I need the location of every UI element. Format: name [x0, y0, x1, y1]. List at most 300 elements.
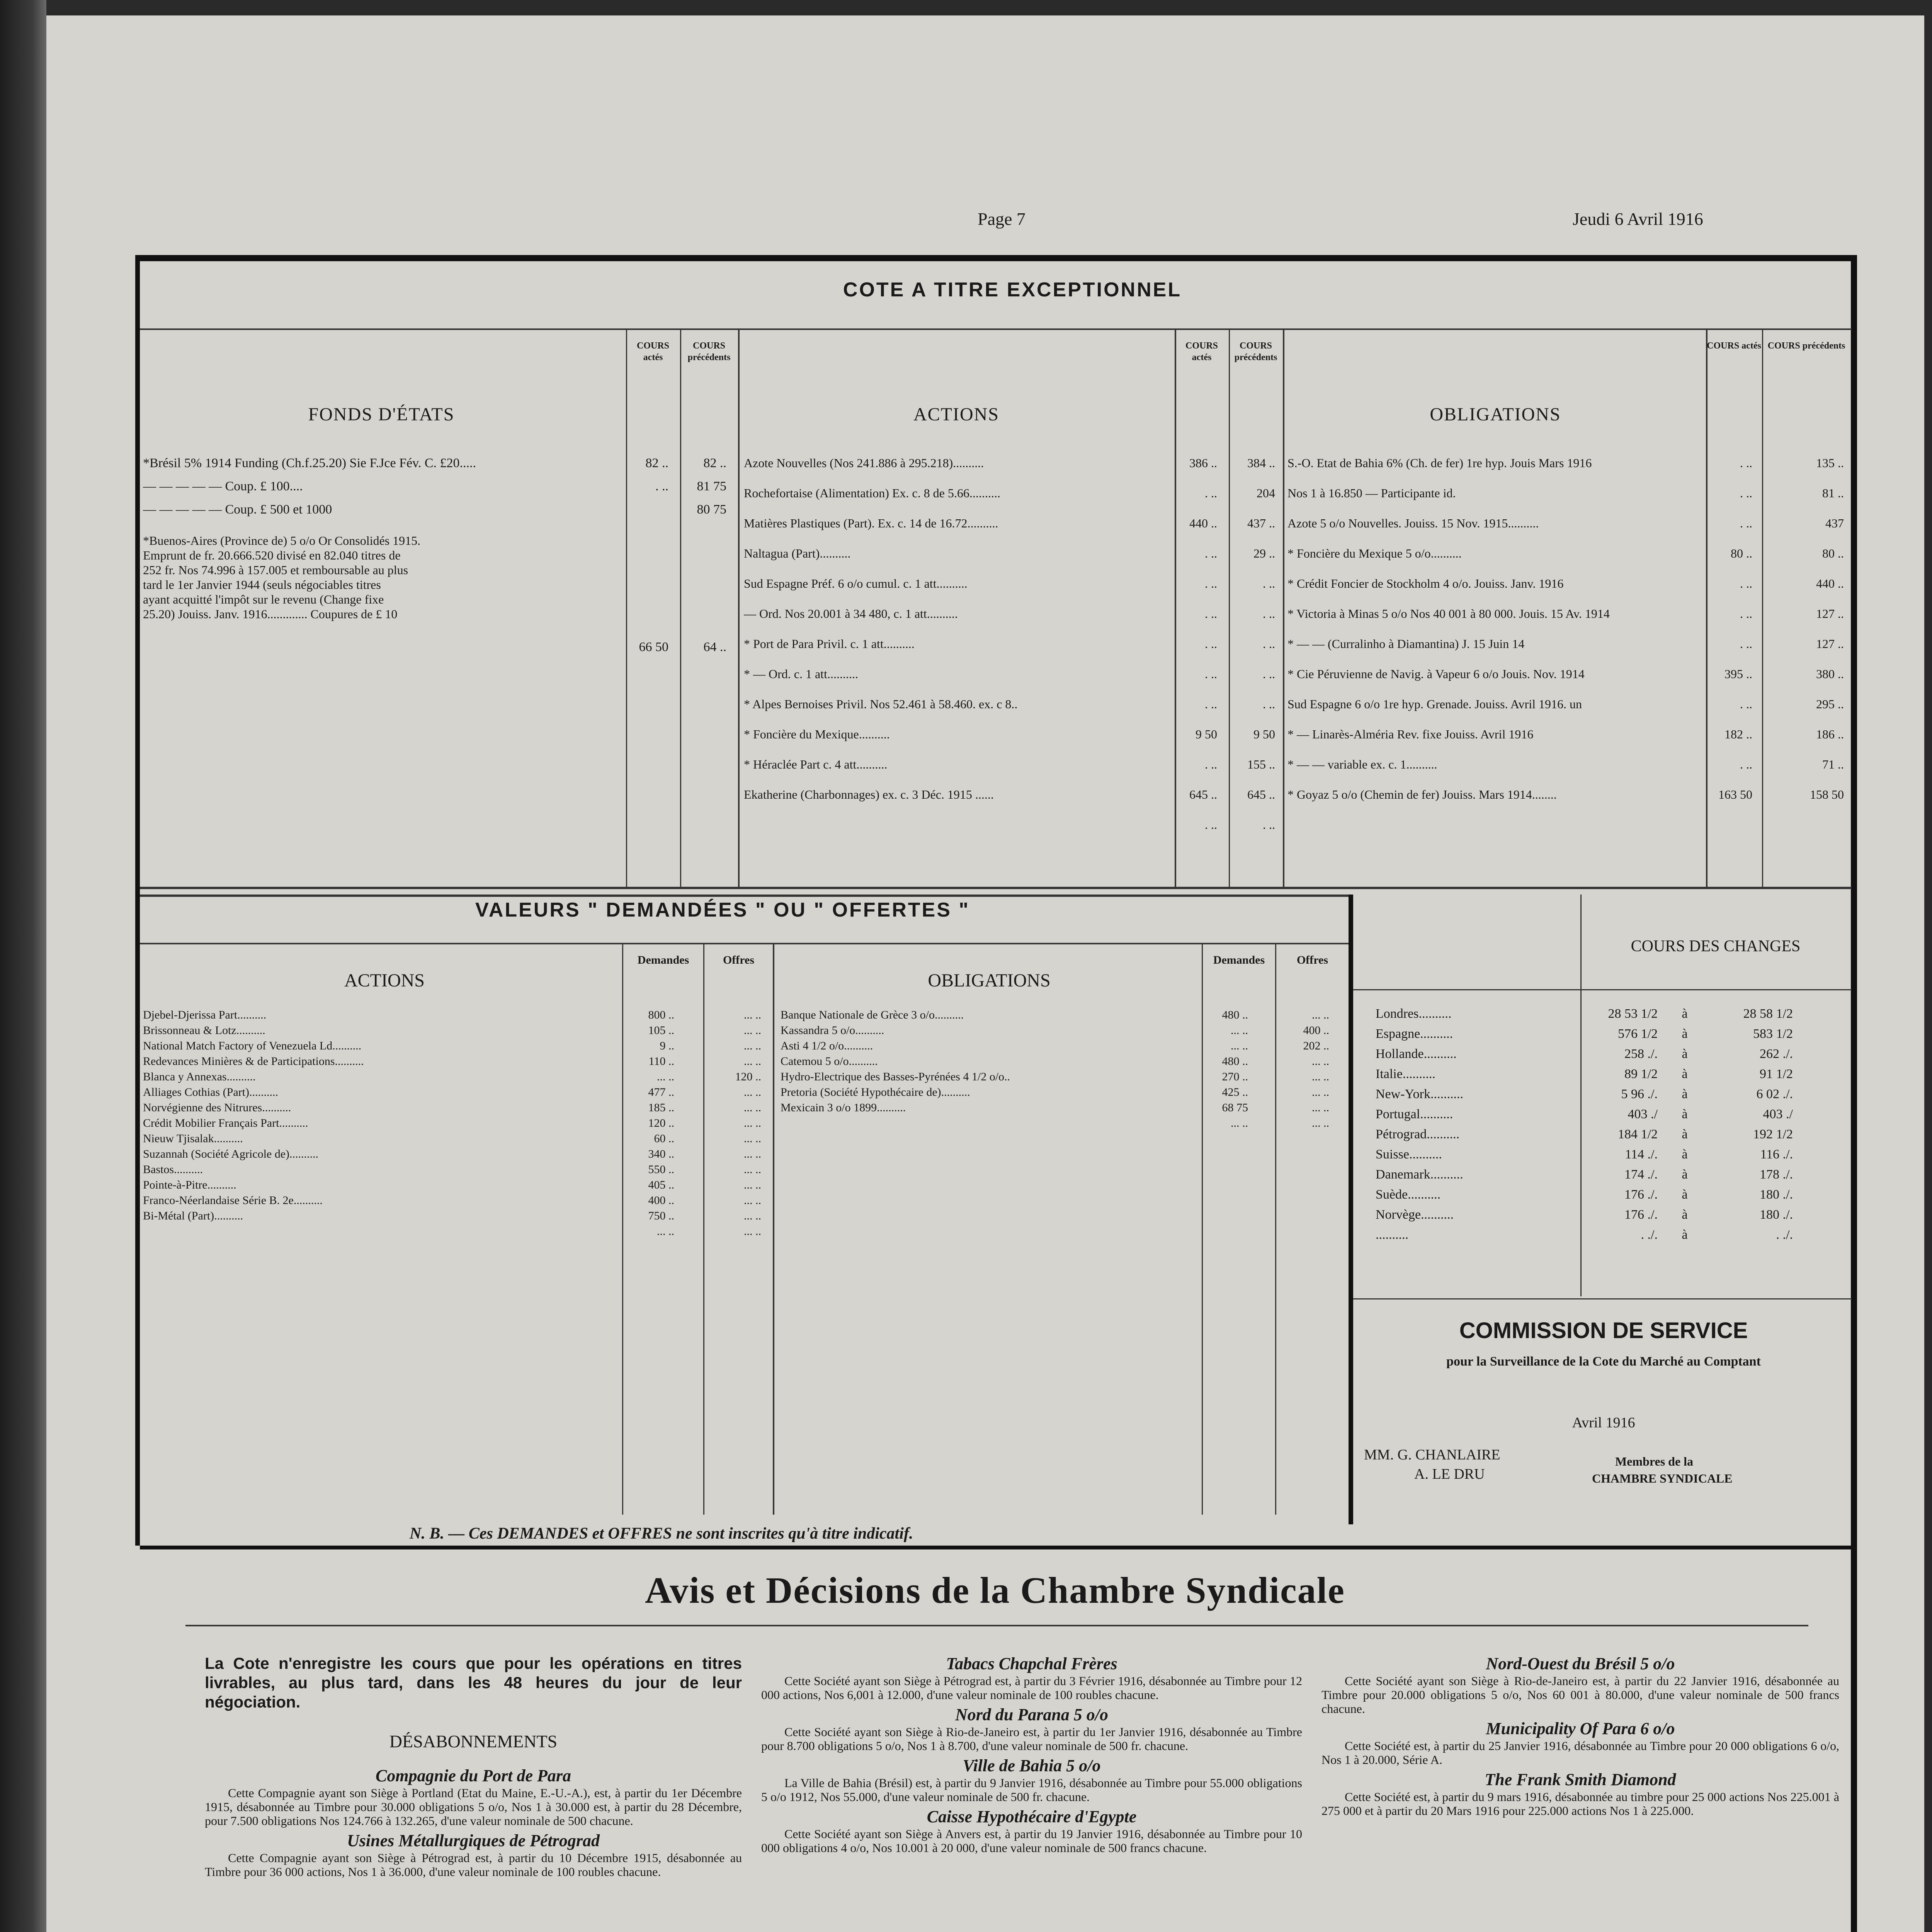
row-name: * Foncière du Mexique.......... [744, 727, 890, 741]
table-row [143, 1117, 877, 1132]
row-name: Crédit Mobilier Français Part.......... [143, 1117, 308, 1129]
row-prec: . .. [1263, 818, 1275, 832]
row-actes: . .. [1740, 757, 1752, 771]
commission-subtitle: pour la Surveillance de la Cote du Marché au Comptant [1446, 1354, 1761, 1369]
divider [1353, 989, 1852, 990]
table-row [744, 516, 1281, 533]
table-row: *Brésil 5% 1914 Funding (Ch.f.25.20) Sie F.Jce Fév. C. £20..... 82 .. 82 .. [143, 456, 726, 470]
exchange-row [1376, 1067, 1839, 1086]
table-row [143, 1101, 877, 1117]
row-offres: ... .. [744, 1039, 761, 1052]
table-row [143, 1086, 877, 1101]
row-prec: 29 .. [1253, 546, 1275, 560]
row-offres: 202 .. [1303, 1039, 1329, 1052]
exchange-row [1376, 1027, 1839, 1046]
table-row [744, 757, 1281, 774]
exchange-sep: à [1682, 1228, 1688, 1242]
exchange-row [1376, 1167, 1839, 1187]
actions-heading: ACTIONS [913, 404, 999, 425]
row-prec: 437 .. [1247, 516, 1275, 530]
divider [1349, 895, 1353, 1524]
table-row [744, 818, 1281, 835]
exchange-place: Suisse.......... [1376, 1147, 1442, 1162]
exchange-place: Londres.......... [1376, 1007, 1452, 1021]
exchange-sep: à [1682, 1007, 1688, 1021]
row-name: * — Ord. c. 1 att.......... [744, 667, 858, 681]
row-demandes: ... .. [1231, 1117, 1248, 1129]
row-name: * — — variable ex. c. 1.......... [1287, 757, 1437, 771]
table-row [143, 1179, 877, 1194]
table-row [1287, 697, 1850, 714]
row-name: Naltagua (Part).......... [744, 546, 851, 560]
notice-heading: Ville de Bahia 5 o/o [963, 1756, 1101, 1775]
exchange-to: 403 ./ [1763, 1107, 1793, 1121]
desabonnements-heading: DÉSABONNEMENTS [389, 1731, 558, 1751]
exchange-to: 178 ./. [1760, 1167, 1793, 1182]
exchange-place: Portugal.......... [1376, 1107, 1453, 1121]
valeurs-obligations-heading: OBLIGATIONS [928, 970, 1051, 991]
buenos-aires-actes: 66 50 [639, 640, 668, 654]
row-name: Rochefortaise (Alimentation) Ex. c. 8 de 5.66.......... [744, 486, 1000, 500]
fonds-etats-heading: FONDS D'ÉTATS [308, 404, 455, 425]
table-row [781, 1117, 1349, 1132]
avis-intro: La Cote n'enregistre les cours que pour les opérations en titres livrables, au plus tard, dans les 48 heures du jour de leur négociation. [205, 1654, 742, 1711]
row-demandes: 120 .. [648, 1117, 674, 1129]
row-offres: ... .. [1312, 1070, 1329, 1083]
row-name: Franco-Néerlandaise Série B. 2e.......... [143, 1194, 323, 1207]
row-offres: ... .. [1312, 1086, 1329, 1099]
exchange-row [1376, 1208, 1839, 1227]
exchange-from: 176 ./. [1624, 1208, 1658, 1222]
table-row [781, 1086, 1349, 1101]
row-name: * Crédit Foncier de Stockholm 4 o/o. Jouiss. Janv. 1916 [1287, 577, 1564, 590]
divider [738, 328, 740, 889]
row-offres: ... .. [1312, 1055, 1329, 1068]
divider [1353, 1298, 1852, 1299]
exchange-place: Danemark.......... [1376, 1167, 1463, 1182]
exchange-sep: à [1682, 1047, 1688, 1061]
row-prec: 80 .. [1822, 546, 1844, 560]
buenos-aires-entry: *Buenos-Aires (Province de) 5 o/o Or Consolidés 1915. Emprunt de fr. 20.666.520 divisé en 82.040 titres de 252 fr. Nos 74.996 à 157.005 et remboursable au plus tard le 1er Janvier 1944 (seuls négociables titres ayant acquitté l'impôt sur le revenu (Change fixe 25.20) Jouiss. Janv. 1916............. Coupures de £ 10 [143, 534, 421, 621]
exchange-from: 576 1/2 [1618, 1027, 1658, 1041]
row-name: Matières Plastiques (Part). Ex. c. 14 de 16.72.......... [744, 516, 998, 530]
avis-left-column [205, 1766, 742, 1879]
exchange-from: 5 96 ./. [1621, 1087, 1658, 1101]
table-row [143, 1055, 877, 1070]
row-name: Ekatherine (Charbonnages) ex. c. 3 Déc. 1915 ...... [744, 787, 994, 801]
row-actes: . .. [1205, 818, 1217, 832]
member-2: A. LE DRU [1414, 1466, 1485, 1482]
row-actes: 645 .. [1189, 787, 1217, 801]
table-row [744, 546, 1281, 563]
exchange-to: 28 58 1/2 [1743, 1007, 1793, 1021]
exchange-to: 91 1/2 [1760, 1067, 1793, 1081]
newspaper-page [46, 15, 1924, 1932]
exchange-sep: à [1682, 1147, 1688, 1162]
left-frame-rule [135, 255, 140, 1546]
fonds-etats-list [143, 456, 738, 881]
exchange-to: 262 ./. [1760, 1047, 1793, 1061]
top-frame-rule [135, 255, 1855, 261]
row-demandes: 800 .. [648, 1009, 674, 1021]
cours-actes-header-2: COURS actés [1185, 341, 1218, 362]
notice-text: Cette Société ayant son Siège à Rio-de-Janeiro est, à partir du 22 Janvier 1916, désabonnée au Timbre pour 20.000 obligations 5 o/o, Nos 60 001 à 80.000, d'une valeur nominale de 500 francs chacune. [1321, 1674, 1839, 1716]
row-actes: . .. [1740, 456, 1752, 470]
exchange-place: Hollande.......... [1376, 1047, 1457, 1061]
row-actes: 163 50 [1718, 787, 1752, 801]
row-demandes: 405 .. [648, 1179, 674, 1191]
notice-text: Cette Société est, à partir du 25 Janvier 1916, désabonnée au Timbre pour 20 000 obligations 6 o/o, Nos 1 à 20.000, Série A. [1321, 1739, 1839, 1767]
row-demandes: 750 .. [648, 1209, 674, 1222]
row-offres: ... .. [1312, 1009, 1329, 1021]
notice-heading: Municipality Of Para 6 o/o [1486, 1719, 1675, 1738]
table-row [744, 667, 1281, 684]
row-name: * Port de Para Privil. c. 1 att.......... [744, 637, 915, 651]
table-row [744, 697, 1281, 714]
row-prec: 71 .. [1822, 757, 1844, 771]
row-actes: . .. [1205, 486, 1217, 500]
row-name: Bastos.......... [143, 1163, 203, 1176]
commission-title: COMMISSION DE SERVICE [1459, 1318, 1748, 1343]
row-name: Hydro-Electrique des Basses-Pyrénées 4 1/2 o/o.. [781, 1070, 1010, 1083]
row-offres: 400 .. [1303, 1024, 1329, 1037]
section-rule [140, 943, 1349, 944]
exchange-from: 258 ./. [1624, 1047, 1658, 1061]
row-actes: . .. [1205, 546, 1217, 560]
row-name: * Alpes Bernoises Privil. Nos 52.461 à 58.460. ex. c 8.. [744, 697, 1018, 711]
row-demandes: 9 .. [660, 1039, 674, 1052]
row-name: * Héraclée Part c. 4 att.......... [744, 757, 888, 771]
exchange-from: 184 1/2 [1618, 1127, 1658, 1141]
chambre-syndicale-label: Membres de la CHAMBRE SYNDICALE [1592, 1454, 1733, 1485]
avis-right-column [1321, 1654, 1839, 1818]
cours-precedents-header-1: COURS précédents [687, 341, 731, 362]
row-actes: . .. [1740, 637, 1752, 651]
table-row [143, 1225, 877, 1240]
row-demandes: 105 .. [648, 1024, 674, 1037]
exchange-place: Italie.......... [1376, 1067, 1435, 1081]
exchange-row [1376, 1228, 1839, 1247]
commission-members [1364, 1445, 1500, 1484]
row-name: Norvégienne des Nitrures.......... [143, 1101, 291, 1114]
table-row [1287, 577, 1850, 594]
table-row [1287, 456, 1850, 473]
table-row: — — — — — Coup. £ 500 et 1000 80 75 [143, 502, 726, 517]
row-actes: . .. [1205, 757, 1217, 771]
row-actes: 440 .. [1189, 516, 1217, 530]
table-row [143, 1039, 877, 1055]
row-demandes: ... .. [1231, 1039, 1248, 1052]
row-name: * Foncière du Mexique 5 o/o.......... [1287, 546, 1462, 560]
row-name: * Victoria à Minas 5 o/o Nos 40 001 à 80 000. Jouis. 15 Av. 1914 [1287, 607, 1610, 621]
row-name: Nieuw Tjisalak.......... [143, 1132, 243, 1145]
row-offres: ... .. [744, 1225, 761, 1238]
row-name: * Cie Péruvienne de Navig. à Vapeur 6 o/o Jouis. Nov. 1914 [1287, 667, 1585, 681]
table-row [744, 456, 1281, 473]
row-name: Redevances Minières & de Participations.......... [143, 1055, 364, 1068]
exchange-from: 89 1/2 [1624, 1067, 1658, 1081]
row-actes: . .. [1205, 697, 1217, 711]
cours-changes-heading: COURS DES CHANGES [1631, 937, 1801, 955]
row-prec: 158 50 [1810, 787, 1844, 801]
row-offres: ... .. [744, 1194, 761, 1207]
row-actes: . .. [1205, 577, 1217, 590]
row-name: Azote Nouvelles (Nos 241.886 à 295.218).......... [744, 456, 984, 470]
exchange-sep: à [1682, 1187, 1688, 1202]
row-prec: 9 50 [1253, 727, 1275, 741]
table-row [781, 1055, 1349, 1070]
notice-text: Cette Société est, à partir du 9 mars 1916, désabonnée au timbre pour 25 000 actions Nos 225.001 à 275 000 et à partir du 20 Mars 1916 pour 225.000 actions Nos 1 à 225.000. [1321, 1790, 1839, 1818]
notice-text: Cette Société ayant son Siège à Pétrograd est, à partir du 3 Février 1916, désabonnée au Timbre pour 12 000 actions, Nos 6,001 à 12.000, d'une valeur nominale de 100 roubles chacune. [761, 1674, 1302, 1702]
exchange-row [1376, 1147, 1839, 1167]
row-prec: 204 [1257, 486, 1275, 500]
table-row [744, 577, 1281, 594]
row-name: * — Linarès-Alméria Rev. fixe Jouiss. Avril 1916 [1287, 727, 1534, 741]
exchange-to: 583 1/2 [1753, 1027, 1793, 1041]
exchange-place: New-York.......... [1376, 1087, 1463, 1101]
table-row [781, 1024, 1349, 1039]
row-actes: 182 .. [1725, 727, 1752, 741]
row-name: Sud Espagne Préf. 6 o/o cumul. c. 1 att.......... [744, 577, 968, 590]
section-rule [140, 328, 1852, 330]
exchange-to: 180 ./. [1760, 1187, 1793, 1202]
row-prec: 384 .. [1247, 456, 1275, 470]
row-name: Blanca y Annexas.......... [143, 1070, 256, 1083]
table-row [1287, 787, 1850, 804]
row-name: Suzannah (Société Agricole de).......... [143, 1148, 319, 1160]
row-offres: ... .. [744, 1024, 761, 1037]
row-prec: 155 .. [1247, 757, 1275, 771]
table-row [143, 1070, 877, 1086]
exchange-sep: à [1682, 1107, 1688, 1121]
row-demandes: ... .. [657, 1225, 674, 1238]
row-actes: 386 .. [1189, 456, 1217, 470]
page-number: Page 7 [978, 209, 1026, 229]
demandees-header-2: Demandes [1213, 954, 1265, 966]
table-row [143, 1024, 877, 1039]
row-name: Kassandra 5 o/o.......... [781, 1024, 884, 1037]
offres-header-2: Offres [1296, 954, 1328, 966]
table-row [781, 1070, 1349, 1086]
divider [1283, 328, 1284, 889]
row-prec: 440 .. [1816, 577, 1844, 590]
table-row [143, 1132, 877, 1148]
row-actes: 395 .. [1725, 667, 1752, 681]
notice-text: La Ville de Bahia (Brésil) est, à partir du 9 Janvier 1916, désabonnée au Timbre pour 55.000 obligations 5 o/o 1912, Nos 55.000, d'une valeur nominale de 500 fr. chacune. [761, 1776, 1302, 1804]
table-row [744, 607, 1281, 624]
table-row [1287, 607, 1850, 624]
row-actes: . .. [1205, 607, 1217, 621]
exchange-place: Norvège.......... [1376, 1208, 1454, 1222]
row-offres: ... .. [1312, 1101, 1329, 1114]
row-name: S.-O. Etat de Bahia 6% (Ch. de fer) 1re hyp. Jouis Mars 1916 [1287, 456, 1592, 470]
row-demandes: 68 75 [1222, 1101, 1248, 1114]
notice-heading: Tabacs Chapchal Frères [946, 1654, 1117, 1673]
row-actes: . .. [1740, 607, 1752, 621]
table-row [143, 1194, 877, 1209]
row-prec: . .. [1263, 607, 1275, 621]
table-row [1287, 667, 1850, 684]
exchange-place: .......... [1376, 1228, 1408, 1242]
row-demandes: 550 .. [648, 1163, 674, 1176]
exchange-from: 28 53 1/2 [1608, 1007, 1658, 1021]
table-row [744, 486, 1281, 503]
row-demandes: 60 .. [654, 1132, 674, 1145]
table-row: — — — — — Coup. £ 100.... . .. 81 75 [143, 479, 726, 493]
row-name: Banque Nationale de Grèce 3 o/o.......... [781, 1009, 964, 1021]
row-name: Nos 1 à 16.850 — Participante id. [1287, 486, 1456, 500]
exchange-row [1376, 1087, 1839, 1106]
row-name: * — — (Curralinho à Diamantina) J. 15 Juin 14 [1287, 637, 1525, 651]
row-demandes: 110 .. [648, 1055, 674, 1068]
exchange-to: 6 02 ./. [1756, 1087, 1793, 1101]
exchange-sep: à [1682, 1167, 1688, 1182]
table-row [1287, 757, 1850, 774]
row-demandes: 480 .. [1222, 1055, 1248, 1068]
exchange-row [1376, 1007, 1839, 1026]
right-frame-rule [1851, 255, 1857, 1932]
notice-text: Cette Compagnie ayant son Siège à Portland (Etat du Maine, E.-U.-A.), est, à partir du 1er Décembre 1915, désabonnée au Timbre pour 30.000 obligations 5 o/o, Nos 1 à 30.000 est, à partir du 28 Décembre, pour 7.500 obligations Nos 124.766 à 132.265, d'une valeur nominale de 500 chacune. [205, 1786, 742, 1828]
exchange-sep: à [1682, 1087, 1688, 1101]
row-name: Pretoria (Société Hypothécaire de).......... [781, 1086, 970, 1099]
table-row [1287, 486, 1850, 503]
row-name: * Goyaz 5 o/o (Chemin de fer) Jouiss. Mars 1914........ [1287, 787, 1557, 801]
row-prec: 186 .. [1816, 727, 1844, 741]
offres-header-1: Offres [723, 954, 755, 966]
notice-heading: Nord-Ouest du Brésil 5 o/o [1486, 1654, 1675, 1673]
row-name: Catemou 5 o/o.......... [781, 1055, 878, 1068]
table-row [143, 1209, 877, 1225]
row-demandes: ... .. [1231, 1024, 1248, 1037]
row-name: Alliages Cothias (Part).......... [143, 1086, 278, 1099]
exchange-to: 180 ./. [1760, 1208, 1793, 1222]
exchange-place: Pétrograd.......... [1376, 1127, 1460, 1141]
row-demandes: 340 .. [648, 1148, 674, 1160]
table-row [781, 1009, 1349, 1024]
row-offres: ... .. [744, 1117, 761, 1129]
row-prec: 437 [1825, 516, 1844, 530]
table-row [1287, 516, 1850, 533]
row-offres: ... .. [744, 1132, 761, 1145]
exchange-from: 114 ./. [1625, 1147, 1658, 1162]
cours-actes-header-1: COURS actés [636, 341, 669, 362]
exchange-sep: à [1682, 1067, 1688, 1081]
row-actes: . .. [1740, 577, 1752, 590]
notice-text: Cette Société ayant son Siège à Anvers est, à partir du 19 Janvier 1916, désabonnée au Timbre pour 10 000 obligations 4 o/o, Nos 10.001 à 20 000, d'une valeur nominale de 500 francs chacune. [761, 1827, 1302, 1855]
row-offres: ... .. [744, 1009, 761, 1021]
row-name: Brissonneau & Lotz.......... [143, 1024, 265, 1037]
notice-heading: Nord du Parana 5 o/o [955, 1705, 1109, 1724]
row-name: National Match Factory of Venezuela Ld.......... [143, 1039, 362, 1052]
row-prec: . .. [1263, 637, 1275, 651]
buenos-aires-prec: 64 .. [703, 640, 726, 654]
exchange-row [1376, 1107, 1839, 1126]
row-offres: ... .. [744, 1148, 761, 1160]
row-prec: . .. [1263, 577, 1275, 590]
notice-heading: Usines Métallurgiques de Pétrograd [347, 1831, 600, 1850]
row-name: Azote 5 o/o Nouvelles. Jouiss. 15 Nov. 1915.......... [1287, 516, 1539, 530]
row-name: Sud Espagne 6 o/o 1re hyp. Grenade. Jouiss. Avril 1916. un [1287, 697, 1582, 711]
notice-text: Cette Société ayant son Siège à Rio-de-Janeiro est, à partir du 1er Janvier 1916, désabonnée au Timbre pour 8.700 obligations 5 o/o, Nos 1 à 8.700, d'une valeur nominale de 500 fr. chacune. [761, 1725, 1302, 1753]
cours-precedents-header-3: COURS précédents [1767, 341, 1845, 351]
member-1: MM. G. CHANLAIRE [1364, 1447, 1500, 1463]
table-row [781, 1039, 1349, 1055]
table-row [744, 637, 1281, 654]
row-demandes: 270 .. [1222, 1070, 1248, 1083]
row-name: Djebel-Djerissa Part.......... [143, 1009, 267, 1021]
row-prec: 295 .. [1816, 697, 1844, 711]
row-prec: . .. [1263, 697, 1275, 711]
page-binding [0, 0, 46, 1932]
row-name: Bi-Métal (Part).......... [143, 1209, 243, 1222]
row-prec: 135 .. [1816, 456, 1844, 470]
notice-heading: Caisse Hypothécaire d'Egypte [927, 1807, 1137, 1826]
row-actes: . .. [1740, 516, 1752, 530]
demandees-header-1: Demandes [637, 954, 689, 966]
row-offres: ... .. [744, 1055, 761, 1068]
exchange-from: 176 ./. [1624, 1187, 1658, 1202]
section-rule [185, 1625, 1808, 1626]
row-offres: ... .. [744, 1101, 761, 1114]
table-row [143, 1163, 877, 1179]
row-offres: ... .. [744, 1209, 761, 1222]
row-demandes: ... .. [657, 1070, 674, 1083]
table-row [744, 727, 1281, 744]
row-prec: . .. [1263, 667, 1275, 681]
section-bottom-rule [140, 1546, 1855, 1549]
row-name: Mexicain 3 o/o 1899.......... [781, 1101, 906, 1114]
row-prec: 380 .. [1816, 667, 1844, 681]
exchange-place: Suède.......... [1376, 1187, 1441, 1202]
commission-date: Avril 1916 [1572, 1415, 1635, 1431]
cours-precedents-header-2: COURS précédents [1234, 341, 1277, 362]
row-actes: . .. [1205, 637, 1217, 651]
row-actes: . .. [1740, 697, 1752, 711]
obligations-list [1287, 456, 1850, 881]
exchange-to: . ./. [1776, 1228, 1793, 1242]
table-row [1287, 727, 1850, 744]
table-row [1287, 637, 1850, 654]
exchange-row [1376, 1047, 1839, 1066]
notice-heading: The Frank Smith Diamond [1485, 1770, 1676, 1789]
row-offres: ... .. [744, 1086, 761, 1099]
row-actes: . .. [1740, 486, 1752, 500]
section-rule [140, 895, 1349, 897]
exchange-sep: à [1682, 1027, 1688, 1041]
row-offres: 120 .. [735, 1070, 761, 1083]
cote-exceptionnel-title: COTE A TITRE EXCEPTIONNEL [843, 279, 1182, 301]
exchange-row [1376, 1187, 1839, 1207]
exchange-to: 116 ./. [1760, 1147, 1793, 1162]
exchange-from: 174 ./. [1624, 1167, 1658, 1182]
row-name: Pointe-à-Pitre.......... [143, 1179, 236, 1191]
avis-title: Avis et Décisions de la Chambre Syndicale [645, 1570, 1345, 1611]
row-offres: ... .. [744, 1163, 761, 1176]
page-date: Jeudi 6 Avril 1916 [1573, 209, 1703, 229]
exchange-to: 192 1/2 [1753, 1127, 1793, 1141]
notice-heading: Compagnie du Port de Para [375, 1766, 571, 1785]
row-name: — Ord. Nos 20.001 à 34 480, c. 1 att.......... [744, 607, 958, 621]
table-row [143, 1009, 877, 1024]
exchange-sep: à [1682, 1127, 1688, 1141]
valeurs-actions-heading: ACTIONS [344, 970, 425, 991]
row-prec: 645 .. [1247, 787, 1275, 801]
table-row [781, 1101, 1349, 1117]
cours-actes-header-3: COURS actés [1707, 341, 1761, 351]
exchange-row [1376, 1127, 1839, 1146]
notice-text: Cette Compagnie ayant son Siège à Pétrograd est, à partir du 10 Décembre 1915, désabonnée au Timbre pour 36 000 actions, Nos 1 à 36.000, d'une valeur nominale de 100 roubles chacune. [205, 1851, 742, 1879]
row-prec: 127 .. [1816, 637, 1844, 651]
